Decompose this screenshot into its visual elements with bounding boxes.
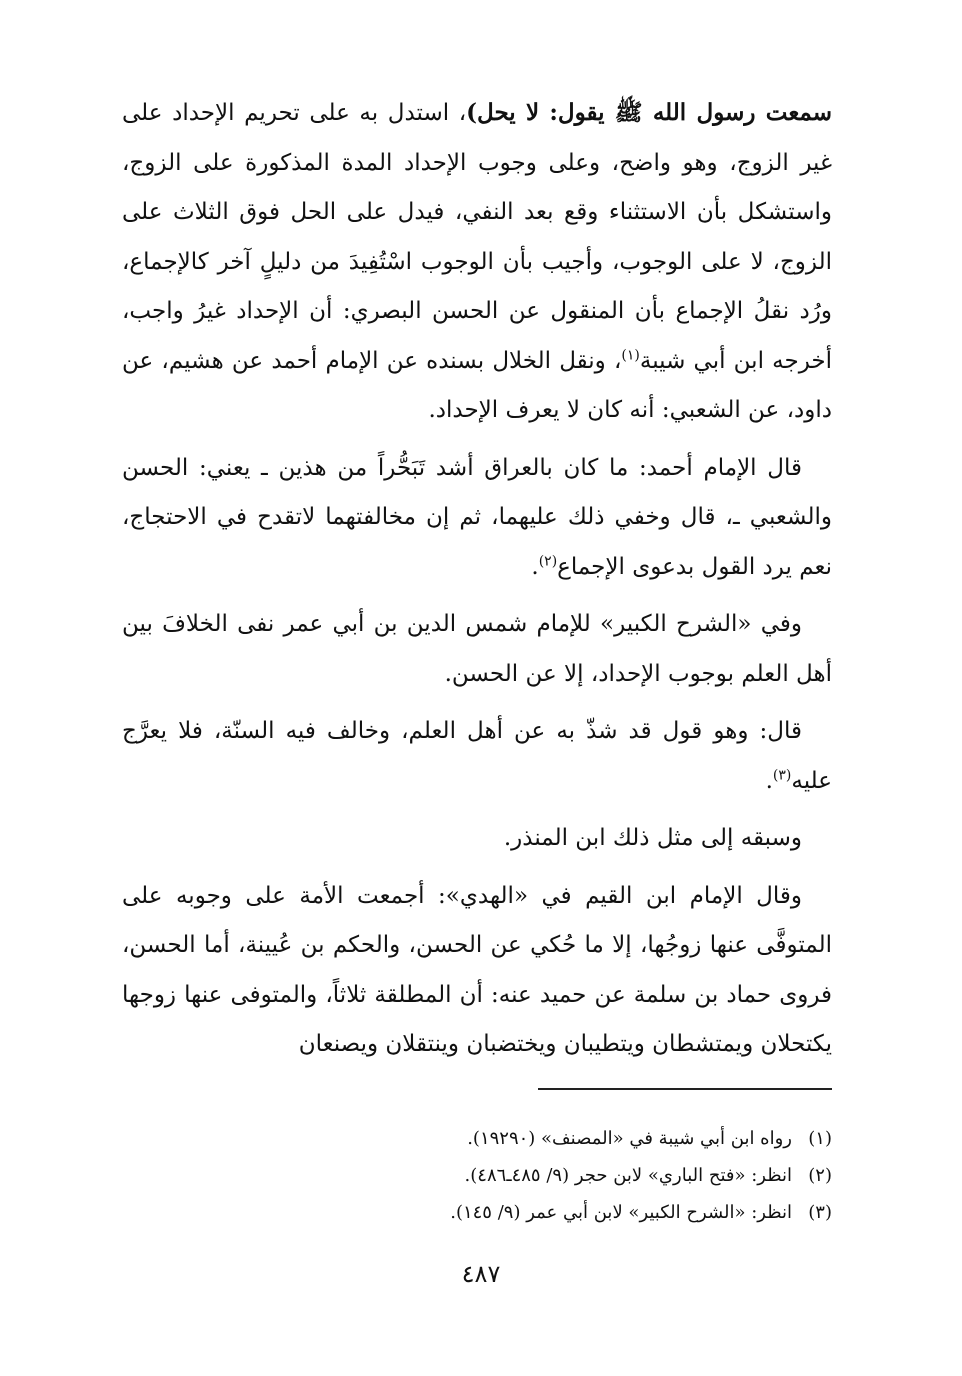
footnote-number: (٣): [808, 1202, 832, 1223]
page-number: ٤٨٧: [461, 1260, 501, 1288]
paragraph-text: قال الإمام أحمد: ما كان بالعراق أشد تَبَحُّراً من هذين ـ يعني: الحسن والشعبي ـ، قال وخفي ذلك عليهما، ثم إن مخالفتهما لاتقدح في الاحتجاج، نعم يرد القول بدعوى الإجماع: [122, 454, 832, 580]
footnote-number: (٢): [808, 1165, 832, 1186]
paragraph-4: [122, 707, 832, 806]
paragraph-tail: .: [765, 767, 773, 794]
paragraph-3: [122, 600, 832, 699]
quoted-hadith: سمعت رسول الله ﷺ يقول: لا يحل): [466, 99, 832, 126]
footnote-item: [122, 1120, 832, 1157]
main-text: [122, 88, 832, 1078]
footnote-ref: (٢): [538, 552, 558, 569]
footnote-divider: [538, 1088, 832, 1090]
footnote-item: [122, 1194, 832, 1231]
footnote-number: (١): [808, 1128, 832, 1149]
footnote-item: [122, 1157, 832, 1194]
paragraph-text: ، استدل به على تحريم الإحداد على غير الزوج، وهو واضح، وعلى وجوب الإحداد المدة المذكورة على الزوج، واستشكل بأن الاستثناء وقع بعد النفي، فيدل على الحل فوق الثلاث على الزوج، لا على الوجوب، وأجيب بأن الوجوب اسْتُفِيدَ من دليلٍ آخر كالإجماع، ورُد نقلُ الإجماع بأن المنقول عن الحسن البصري: أن الإحداد غيرُ واجب، أخرجه ابن أبي شيبة: [122, 100, 833, 374]
paragraph-text: وفي «الشرح الكبير» للإمام شمس الدين بن أبي عمر نفى الخلافَ بين أهل العلم بوجوب الإحداد، إلا عن الحسن.: [122, 611, 832, 687]
footnote-text: انظر: «الشرح الكبير» لابن أبي عمر (٩/ ١٤٥).: [450, 1202, 792, 1223]
paragraph-text: وسبقه إلى مثل ذلك ابن المنذر.: [503, 825, 802, 851]
footnotes: [122, 1120, 832, 1231]
paragraph-1: [122, 88, 832, 436]
paragraph-text: قال: وهو قول قد شذّ به عن أهل العلم، وخالف فيه السنّة، فلا يعرَّج عليه: [122, 718, 832, 794]
footnote-ref: (١): [621, 346, 640, 363]
footnote-text: رواه ابن أبي شيبة في «المصنف» (١٩٢٩٠).: [467, 1128, 792, 1149]
footnote-text: انظر: «فتح الباري» لابن حجر (٩/ ٤٨٥ـ٤٨٦).: [464, 1165, 792, 1186]
paragraph-tail: .: [531, 553, 539, 580]
paragraph-6: [122, 872, 832, 1070]
paragraph-5: [122, 814, 832, 864]
paragraph-tail: ، ونقل الخلال بسنده عن الإمام أحمد عن هشيم، عن داود، عن الشعبي: أنه كان لا يعرف الإحداد.: [122, 347, 832, 423]
paragraph-2: [122, 444, 832, 593]
paragraph-text: وقال الإمام ابن القيم في «الهدي»: أجمعت الأمة على وجوبه على المتوفَّى عنها زوجُها، إلا ما حُكي عن الحسن، والحكم بن عُيينة، أما الحسن، فروى حماد بن سلمة عن حميد عنه: أن المطلقة ثلاثاً، والمتوفى عنها زوجها يكتحلان ويمتشطان ويتطيبان ويختضبان وينتقلان ويصنعان: [122, 882, 832, 1057]
footnote-ref: (٣): [772, 766, 792, 783]
